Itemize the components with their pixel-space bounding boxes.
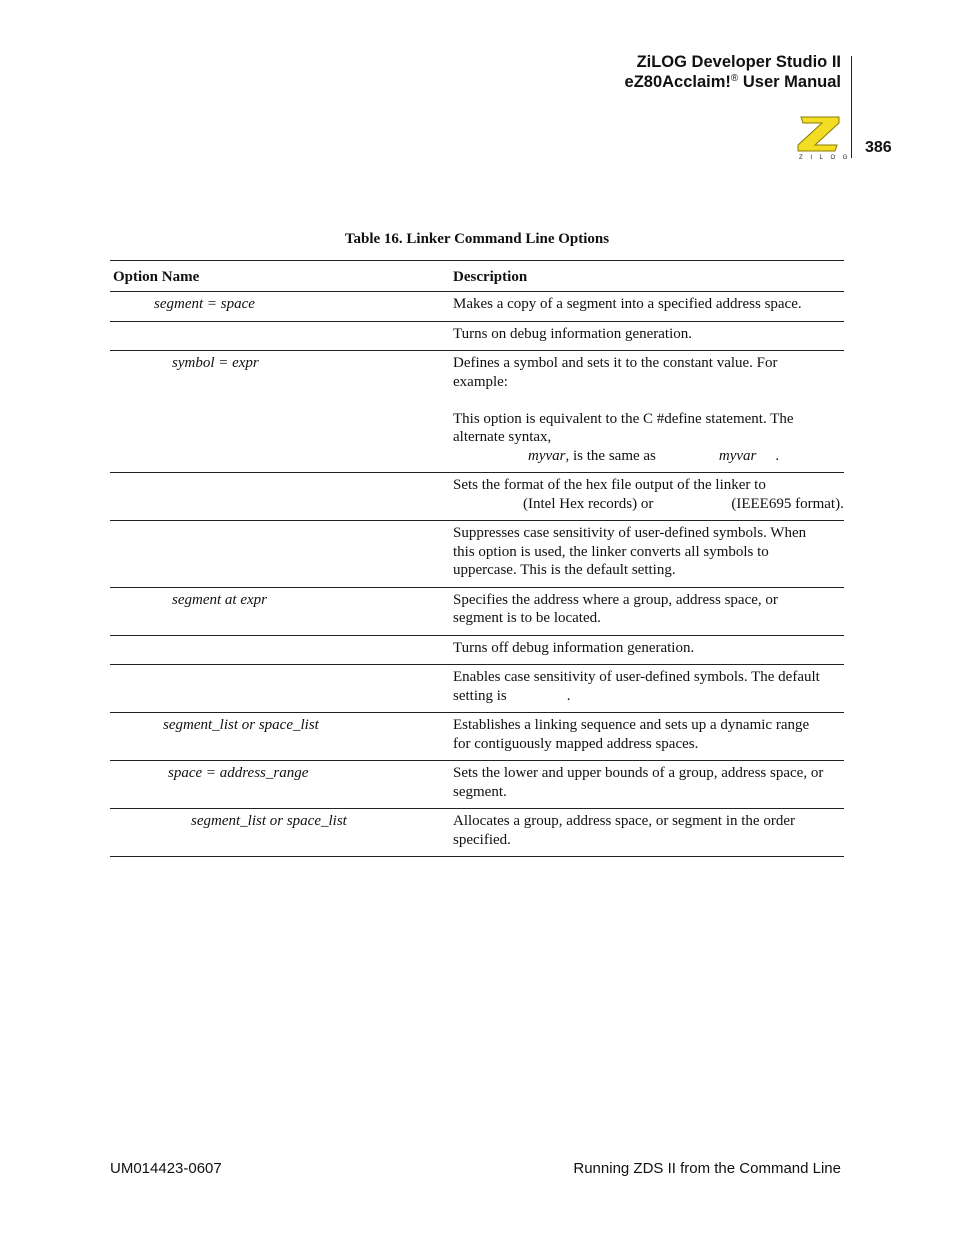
table-row (110, 761, 844, 809)
description-cell (453, 761, 844, 809)
description-cell (453, 635, 844, 665)
table-row (110, 351, 844, 473)
description-line: Enables case sensitivity of user-defined symbols. The default (453, 669, 820, 685)
description-fragment: . (775, 447, 780, 464)
option-cell (110, 635, 453, 665)
option-arg: segment_list or space_list (163, 717, 319, 733)
description-line (453, 687, 844, 706)
option-cell (110, 292, 453, 322)
description-fragment: (Intel Hex records) or (523, 495, 654, 512)
page-number: 386 (865, 139, 892, 156)
description-cell (453, 587, 844, 635)
manual-title: ZiLOG Developer Studio II (636, 53, 841, 71)
description-line: segment is to be located. (453, 610, 601, 626)
myvar-text: myvar (718, 447, 757, 464)
description-cell (453, 809, 844, 857)
description-cell (453, 321, 844, 351)
option-cell (110, 809, 453, 857)
option-cell (110, 713, 453, 761)
table-row (110, 473, 844, 521)
table-row (110, 809, 844, 857)
description-line: specified. (453, 831, 511, 848)
description-cell (453, 713, 844, 761)
table-row (110, 587, 844, 635)
description-fragment: (IEEE695 format). (731, 495, 844, 512)
description-cell (453, 521, 844, 588)
option-cell (110, 321, 453, 351)
option-arg: segment_list or space_list (191, 813, 347, 829)
option-cell (110, 761, 453, 809)
option-cell (110, 473, 453, 521)
description-fragment: , is the same as (565, 447, 656, 464)
description-line: example: (453, 373, 508, 390)
option-cell (110, 521, 453, 588)
description-line: Sets the format of the hex file output of the linker to (453, 477, 766, 493)
description-line: Defines a symbol and sets it to the constant value. For (453, 355, 778, 371)
description-line: uppercase. This is the default setting. (453, 562, 676, 578)
description-line: Establishes a linking sequence and sets up a dynamic range (453, 717, 810, 733)
description-line: This option is equivalent to the C #define statement. The (453, 410, 794, 427)
header-divider (851, 56, 852, 158)
option-cell (110, 587, 453, 635)
table-row (110, 635, 844, 665)
description-fragment: setting is (453, 687, 507, 704)
option-cell (110, 665, 453, 713)
manual-type: User Manual (738, 73, 841, 91)
registered-mark: ® (730, 73, 739, 84)
description-line: this option is used, the linker converts all symbols to (453, 543, 769, 560)
table-row (110, 713, 844, 761)
description-line: segment. (453, 783, 507, 800)
table-row (110, 321, 844, 351)
table-header-row (110, 261, 844, 292)
description-line: Suppresses case sensitivity of user-defined symbols. When (453, 525, 807, 541)
manual-subtitle (625, 72, 841, 92)
description-line: alternate syntax, (453, 429, 552, 445)
description-line: for contiguously mapped address spaces. (453, 735, 699, 752)
myvar-text: myvar (528, 447, 566, 464)
linker-options-table (110, 260, 844, 857)
table-row (110, 521, 844, 588)
description-line: Sets the lower and upper bounds of a group, address space, or (453, 765, 824, 781)
table-row (110, 665, 844, 713)
description-cell (453, 351, 844, 473)
option-arg: symbol = expr (172, 355, 259, 371)
option-arg: segment = space (154, 296, 255, 312)
description-line (453, 447, 844, 466)
table-caption: Table 16. Linker Command Line Options (344, 231, 610, 247)
description-line: Allocates a group, address space, or segment in the order (453, 813, 795, 829)
option-arg: segment at expr (172, 591, 267, 608)
description-fragment: . (566, 687, 571, 704)
zilog-logo-icon (795, 114, 851, 161)
description-line: Turns off debug information generation. (453, 639, 695, 656)
description-line: Makes a copy of a segment into a specified address space. (453, 296, 802, 312)
column-header-description: Description (453, 269, 528, 285)
svg-text:Z I L O G: Z I L O G (799, 155, 851, 161)
description-line: Specifies the address where a group, address space, or (453, 591, 778, 608)
option-arg: space = address_range (168, 765, 309, 781)
table-row (110, 292, 844, 322)
description-cell (453, 292, 844, 322)
chapter-title: Running ZDS II from the Command Line (573, 1160, 841, 1177)
description-cell (453, 665, 844, 713)
description-cell (453, 473, 844, 521)
blank-line (453, 391, 844, 410)
description-line (453, 495, 844, 514)
option-cell (110, 351, 453, 473)
description-line: Turns on debug information generation. (453, 325, 692, 342)
column-header-option: Option Name (113, 269, 200, 285)
product-name: eZ80Acclaim! (624, 73, 731, 91)
document-number: UM014423-0607 (110, 1160, 222, 1177)
